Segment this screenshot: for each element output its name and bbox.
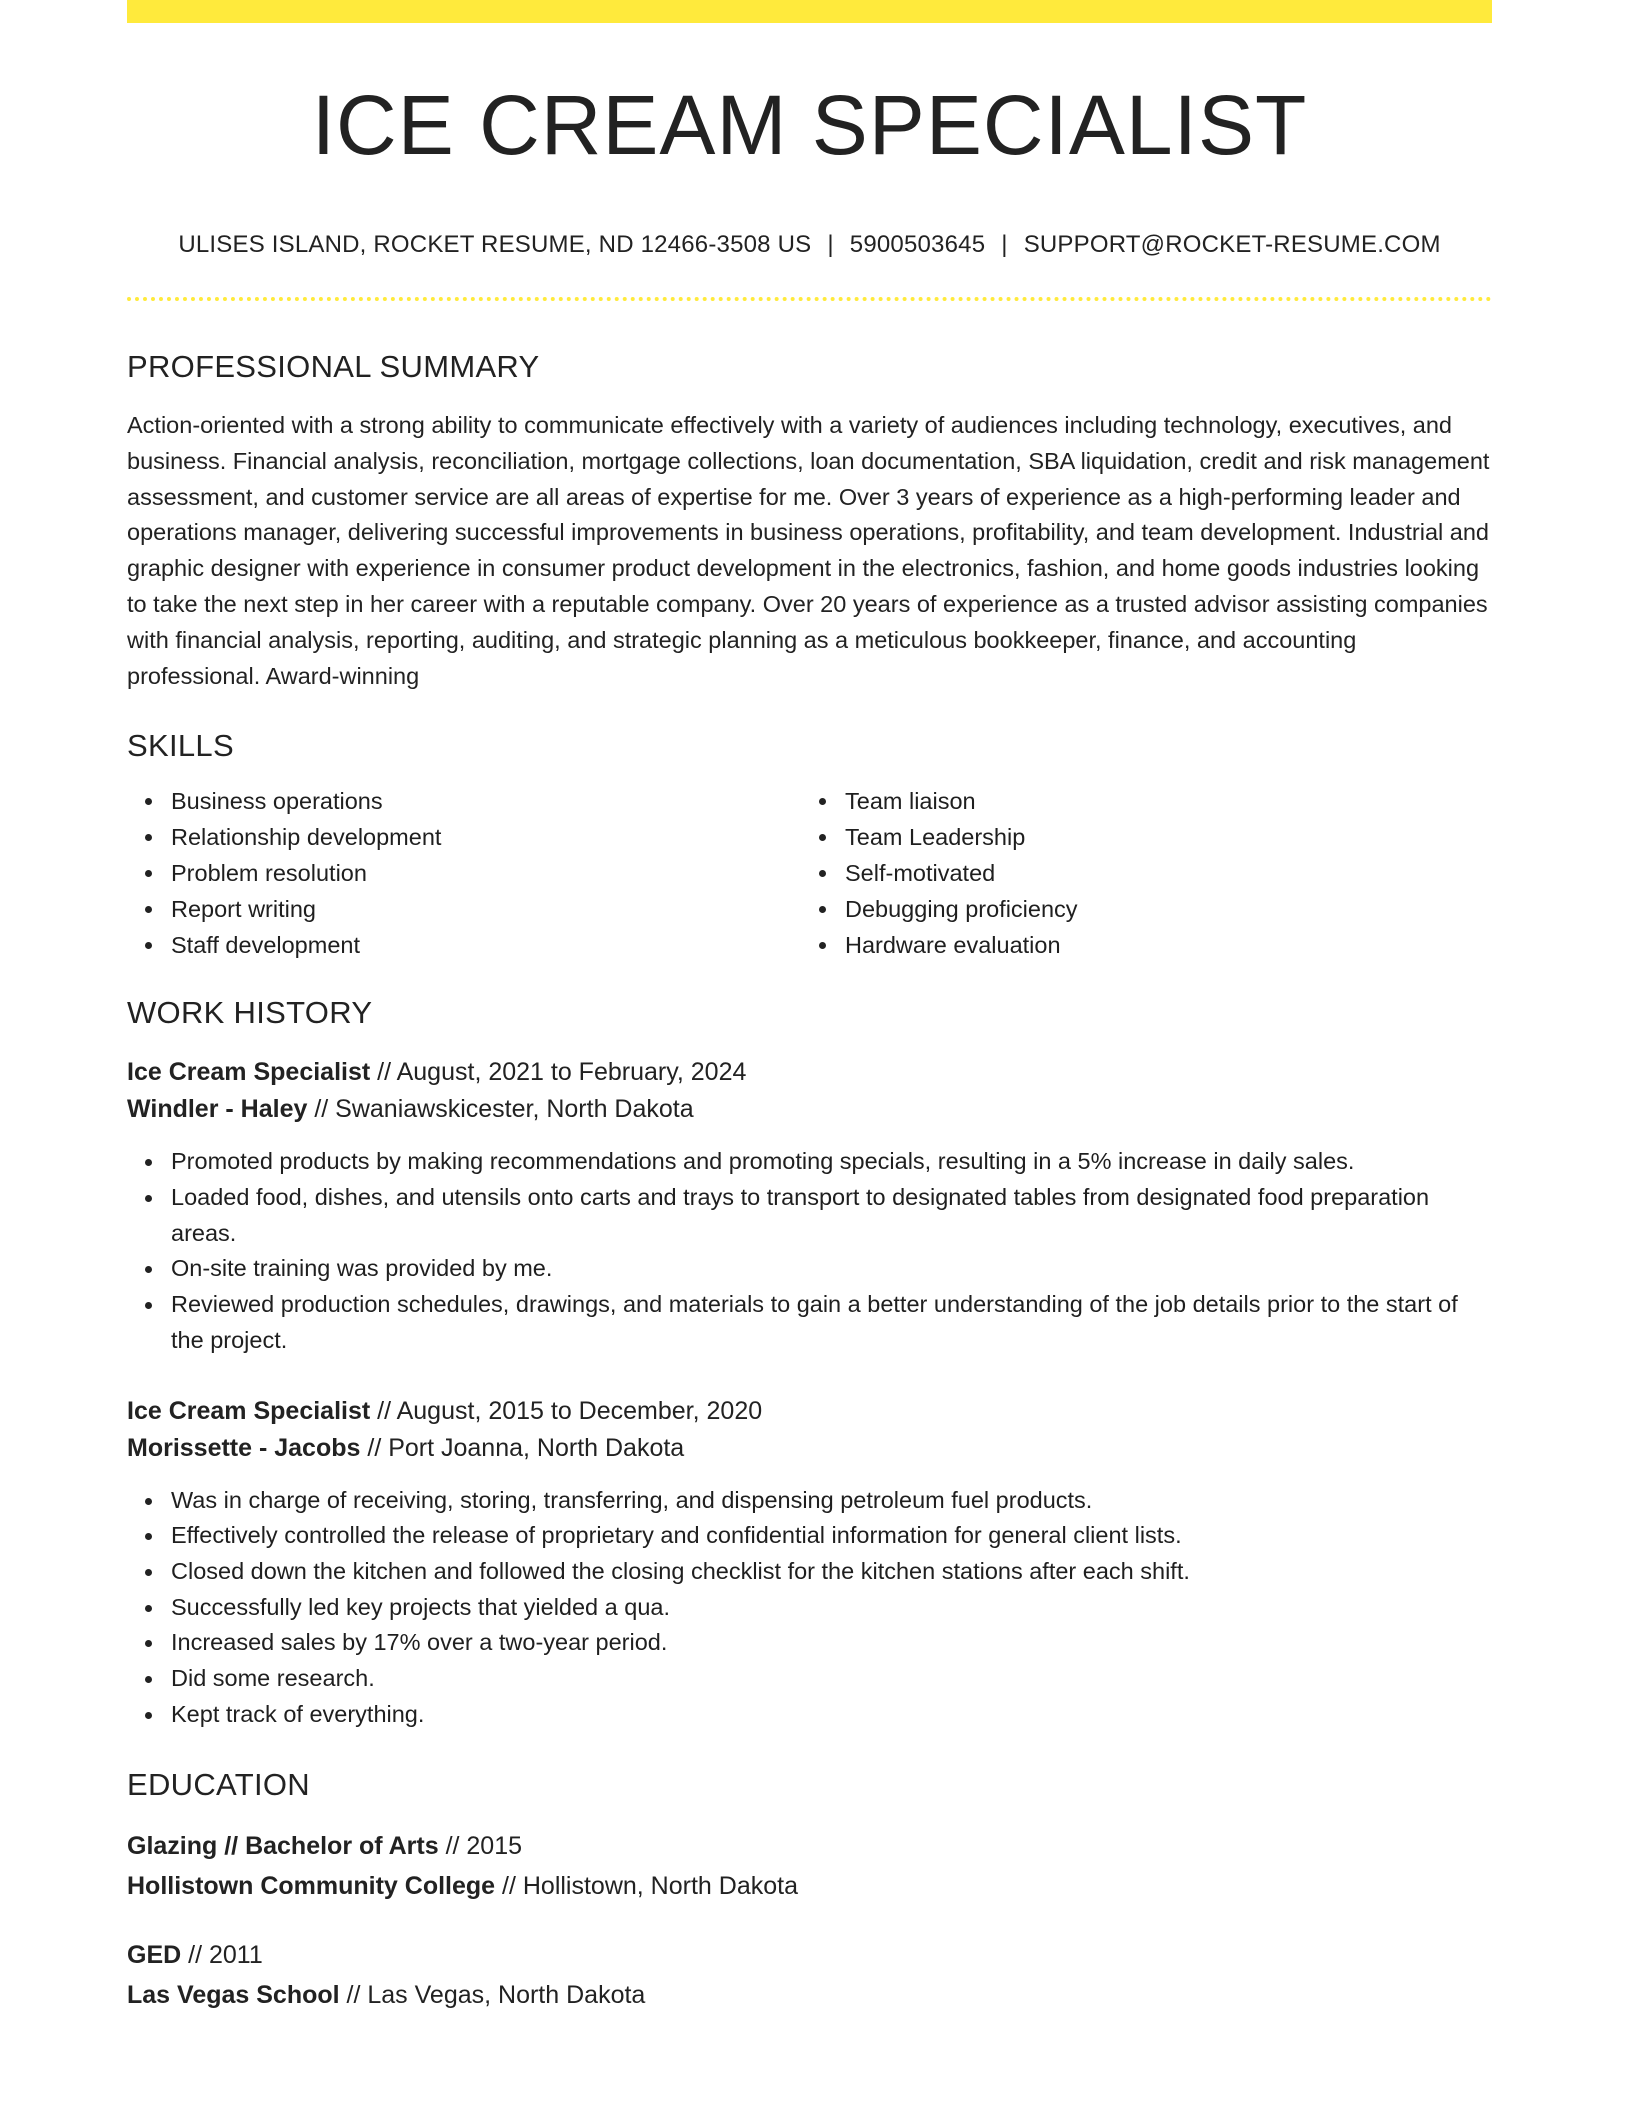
education-location: // Hollistown, North Dakota [495, 1871, 798, 1900]
job-company: Windler - Haley [127, 1095, 308, 1124]
education-degree-line [127, 1935, 1492, 1975]
job-bullet: Promoted products by making recommendations and promoting specials, resulting in a 5% increase in daily sales. [171, 1144, 1492, 1180]
job-company: Morissette - Jacobs [127, 1433, 361, 1462]
job-bullets [127, 1144, 1492, 1358]
job-bullet: Did some research. [171, 1661, 1492, 1697]
education-year: // 2015 [438, 1831, 523, 1860]
job-role: Ice Cream Specialist [127, 1396, 371, 1425]
contact-separator: | [1001, 231, 1008, 258]
contact-phone: 5900503645 [849, 231, 986, 258]
work-history-heading: WORK HISTORY [127, 995, 373, 1031]
skill-item: Staff development [171, 927, 801, 963]
job-bullets [127, 1483, 1492, 1733]
job-title-line [127, 1393, 1492, 1430]
contact-email[interactable]: SUPPORT@ROCKET-RESUME.COM [1023, 231, 1441, 258]
job-bullet: Effectively controlled the release of proprietary and confidential information for general client lists. [171, 1518, 1492, 1554]
contact-line [127, 231, 1492, 259]
skill-item: Hardware evaluation [845, 927, 1475, 963]
education-degree: Glazing // Bachelor of Arts [127, 1831, 439, 1860]
job-role: Ice Cream Specialist [127, 1058, 371, 1087]
education-location: // Las Vegas, North Dakota [339, 1980, 646, 2009]
skills-column-right [801, 783, 1475, 963]
job-dates: // August, 2021 to February, 2024 [370, 1058, 747, 1087]
job-bullet: Loaded food, dishes, and utensils onto carts and trays to transport to designated tables from designated food preparation areas. [171, 1180, 1492, 1251]
skills-heading: SKILLS [127, 728, 234, 764]
summary-heading: PROFESSIONAL SUMMARY [127, 349, 540, 384]
education-entry [127, 1826, 1492, 1906]
skill-item: Relationship development [171, 819, 801, 855]
job-bullet: Reviewed production schedules, drawings, and materials to gain a better understanding of the job details prior to the start of the project. [171, 1287, 1492, 1358]
resume-name: ICE CREAM SPECIALIST [311, 78, 1308, 172]
education-degree: GED [127, 1940, 182, 1969]
job-location: // Port Joanna, North Dakota [360, 1433, 685, 1462]
skill-item: Business operations [171, 783, 801, 819]
job-location: // Swaniawskicester, North Dakota [307, 1095, 694, 1124]
contact-separator: | [827, 231, 834, 258]
job-bullet: Increased sales by 17% over a two-year period. [171, 1625, 1492, 1661]
job-bullet: Kept track of everything. [171, 1697, 1492, 1733]
job-dates: // August, 2015 to December, 2020 [370, 1396, 763, 1425]
contact-address: ULISES ISLAND, ROCKET RESUME, ND 12466-3508 US [178, 231, 812, 258]
education-heading: EDUCATION [127, 1766, 310, 1802]
job-company-line [127, 1091, 1492, 1128]
job-entry [127, 1393, 1492, 1733]
skill-item: Self-motivated [845, 855, 1475, 891]
education-school-line [127, 1866, 1492, 1906]
education-degree-line [127, 1826, 1492, 1866]
job-company-line [127, 1430, 1492, 1467]
summary-text: Action-oriented with a strong ability to communicate effectively with a variety of audiences including technology, executives, and business. Financial analysis, reconciliation, mortgage collections, loan documentation, SBA liquidation, credit and risk management assessment, and customer service are all areas of expertise for me. Over 3 years of experience as a high-performing leader and operations manager, delivering successful improvements in business operations, profitability, and team development. Industrial and graphic designer with experience in consumer product development in the electronics, fashion, and home goods industries looking to take the next step in her career with a reputable company. Over 20 years of experience as a trusted advisor assisting companies with financial analysis, reporting, auditing, and strategic planning as a meticulous bookkeeper, finance, and accounting professional. Award-winning [127, 412, 1490, 689]
job-bullet: Successfully led key projects that yielded a qua. [171, 1590, 1492, 1626]
job-title-line [127, 1054, 1492, 1091]
job-bullet: Closed down the kitchen and followed the closing checklist for the kitchen stations after each shift. [171, 1554, 1492, 1590]
top-accent-bar [127, 0, 1492, 23]
resume-page [127, 0, 1492, 2015]
education-year: // 2011 [181, 1940, 263, 1969]
education-entry [127, 1935, 1492, 2015]
job-bullet: Was in charge of receiving, storing, transferring, and dispensing petroleum fuel products. [171, 1483, 1492, 1519]
education-school-line [127, 1975, 1492, 2015]
skills-list [127, 783, 1492, 963]
job-bullet: On-site training was provided by me. [171, 1251, 1492, 1287]
skill-item: Report writing [171, 891, 801, 927]
skill-item: Debugging proficiency [845, 891, 1475, 927]
skills-column-left [127, 783, 801, 963]
education-school: Las Vegas School [127, 1980, 340, 2009]
header-divider [127, 297, 1492, 301]
skill-item: Team liaison [845, 783, 1475, 819]
job-entry [127, 1054, 1492, 1358]
education-school: Hollistown Community College [127, 1871, 496, 1900]
skill-item: Team Leadership [845, 819, 1475, 855]
skill-item: Problem resolution [171, 855, 801, 891]
